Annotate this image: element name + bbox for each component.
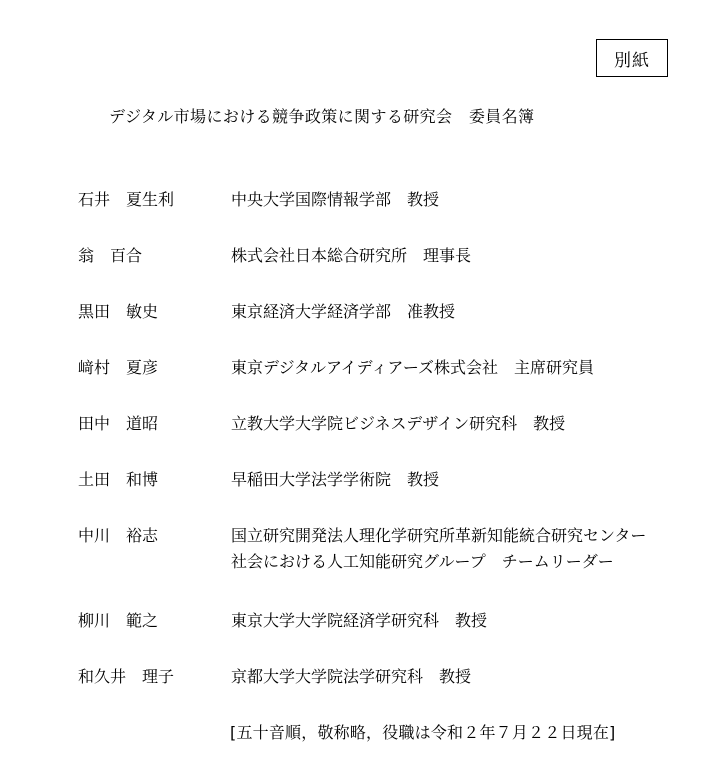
member-name: 﨑村 夏彦 (78, 358, 159, 377)
member-affiliation-line: 社会における人工知能研究グループ チームリーダー (231, 552, 614, 571)
member-name: 和久井 理子 (78, 667, 175, 686)
member-affiliation-line: 国立研究開発法人理化学研究所革新知能統合研究センター (231, 526, 647, 545)
document-title: デジタル市場における競争政策に関する研究会 委員名簿 (109, 107, 535, 126)
member-affiliation-line: 早稲田大学法学学術院 教授 (231, 470, 440, 489)
member-affiliation-line: 立教大学大学院ビジネスデザイン研究科 教授 (231, 414, 566, 433)
member-affiliation (231, 187, 439, 213)
member-name: 翁 百合 (78, 246, 143, 265)
footnote-note: [五十音順，敬称略，役職は令和２年７月２２日現在] (230, 723, 616, 742)
attachment-stamp (596, 39, 668, 77)
member-affiliation-line: 京都大学大学院法学研究科 教授 (231, 667, 472, 686)
member-name: 田中 道昭 (78, 414, 159, 433)
member-name: 石井 夏生利 (78, 190, 175, 209)
member-name: 黒田 敏史 (78, 302, 159, 321)
member-affiliation (231, 355, 594, 381)
member-affiliation (231, 467, 439, 493)
member-affiliation-line: 東京大学大学院経済学研究科 教授 (231, 611, 488, 630)
member-name: 柳川 範之 (78, 611, 159, 630)
member-affiliation-line: 中央大学国際情報学部 教授 (231, 190, 440, 209)
member-affiliation (231, 411, 565, 437)
member-affiliation (231, 299, 455, 325)
member-affiliation (231, 243, 471, 269)
member-name: 土田 和博 (78, 470, 159, 489)
member-affiliation-line: 東京デジタルアイディアーズ株式会社 主席研究員 (231, 358, 595, 377)
member-name: 中川 裕志 (78, 526, 159, 545)
attachment-stamp-label: 別紙 (614, 50, 650, 71)
member-affiliation (231, 664, 471, 690)
member-affiliation (231, 523, 646, 575)
member-affiliation (231, 608, 487, 634)
member-affiliation-line: 東京経済大学経済学部 准教授 (231, 302, 456, 321)
member-affiliation-line: 株式会社日本総合研究所 理事長 (231, 246, 472, 265)
